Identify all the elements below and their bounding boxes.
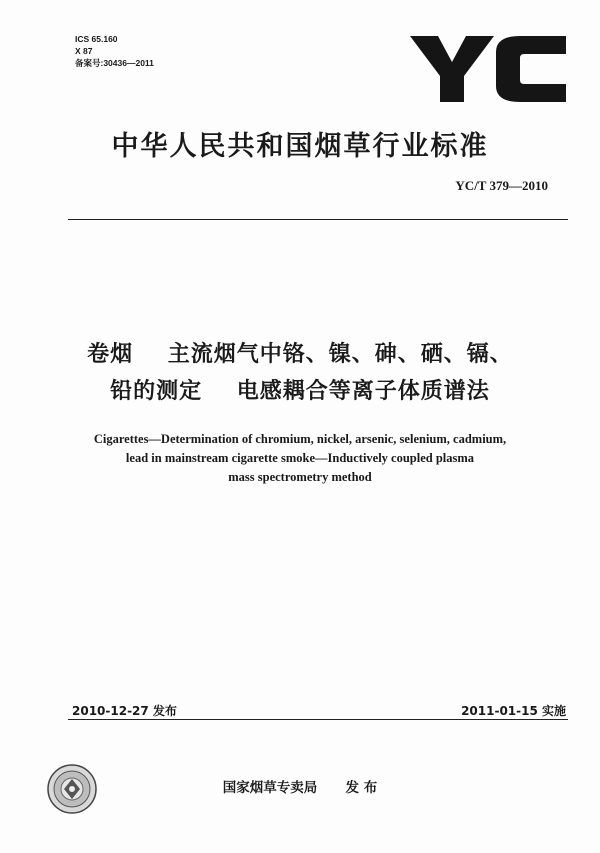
issuer-action: 发 布: [345, 780, 378, 796]
ics-code: ICS 65.160: [75, 34, 118, 44]
issue-date: 2010-12-27 发布: [72, 704, 177, 718]
english-title-line-3: mass spectrometry method: [228, 470, 372, 484]
standard-number: YC/T 379—2010: [455, 178, 548, 193]
english-title-line-1: Cigarettes—Determination of chromium, nickel, arsenic, selenium, cadmium,: [93, 432, 507, 446]
footer-divider: [68, 719, 568, 720]
chinese-title-line-1: 卷烟 主流烟气中铬、镍、砷、硒、镉、: [87, 342, 513, 367]
issuer-line: [0, 776, 600, 796]
chinese-title-line-2: 铅的测定 电感耦合等离子体质谱法: [110, 379, 490, 404]
english-title: [0, 430, 600, 487]
header-divider: [68, 219, 568, 220]
classification-block: [75, 33, 154, 69]
chinese-title: [0, 336, 600, 410]
implementation-date: 2011-01-15 实施: [461, 704, 566, 718]
yc-logo: [408, 34, 568, 104]
english-title-line-2: lead in mainstream cigarette smoke—Inductively coupled plasma: [125, 451, 475, 465]
ccs-code: X 87: [75, 46, 93, 56]
record-number: 备案号:30436—2011: [75, 58, 154, 68]
agency-title: 中华人民共和国烟草行业标准: [111, 131, 489, 162]
issuer-name: 国家烟草专卖局: [222, 780, 318, 796]
